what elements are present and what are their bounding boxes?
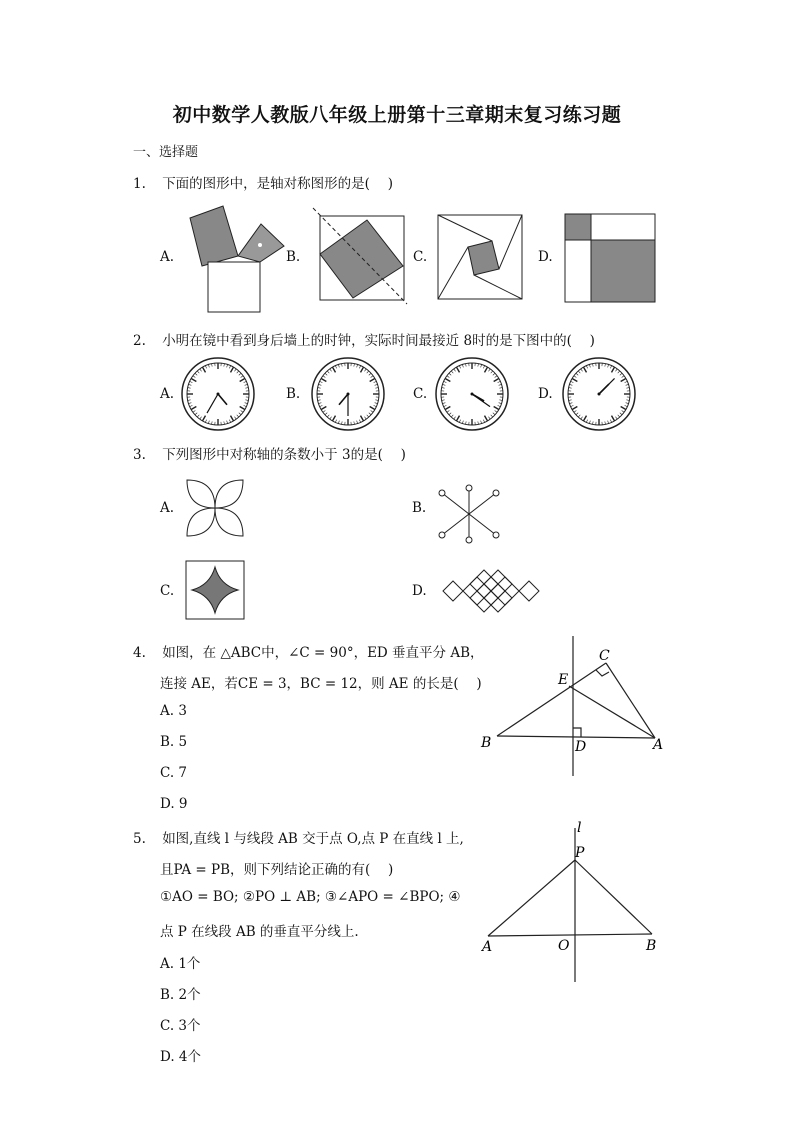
option-d-label: D. — [538, 249, 553, 265]
label-e: E — [558, 672, 569, 688]
option-b: B. 5 — [160, 734, 188, 750]
option-d-label: D. — [412, 583, 427, 599]
question-line-4: 点 P 在线段 AB 的垂直平分线上. — [160, 924, 359, 940]
clock-a — [180, 356, 260, 432]
option-d-label: D. — [538, 386, 553, 402]
question-line-2: 连接 AE，若CE = 3，BC = 12，则 AE 的长是( ) — [160, 676, 482, 692]
option-a: A. 3 — [160, 703, 187, 719]
question-number: 5. — [133, 831, 146, 847]
question-stem: 小明在镜中看到身后墙上的时钟，实际时间最接近 8时的是下图中的( ) — [162, 333, 595, 349]
question-number: 1. — [133, 176, 146, 192]
figure-q1-b — [311, 206, 411, 310]
option-b-label: B. — [412, 500, 427, 516]
figure-q3-d — [441, 570, 545, 612]
question-number: 3. — [133, 447, 146, 463]
question-line-3: ①AO = BO; ②PO ⊥ AB; ③∠APO = ∠BPO; ④ — [160, 889, 461, 905]
question-5 — [133, 827, 464, 847]
option-c-label: C. — [413, 249, 428, 265]
option-a: A. 1个 — [160, 956, 201, 972]
label-b: B — [646, 938, 657, 954]
label-o: O — [558, 938, 570, 954]
clock-c — [434, 356, 514, 432]
option-b: B. 2个 — [160, 987, 201, 1003]
option-d: D. 9 — [160, 796, 188, 812]
question-stem: 下面的图形中，是轴对称图形的是( ) — [162, 176, 394, 192]
option-a-label: A. — [160, 500, 175, 516]
label-p: P — [575, 845, 585, 861]
option-d: D. 4个 — [160, 1049, 202, 1065]
figure-q1-a — [176, 200, 286, 316]
label-a: A — [482, 939, 493, 955]
figure-q4-triangle — [475, 632, 675, 780]
question-3 — [133, 443, 406, 463]
clock-d — [561, 356, 641, 432]
option-b-label: B. — [286, 249, 301, 265]
question-1 — [133, 172, 393, 192]
figure-q1-d — [562, 211, 658, 305]
label-c: C — [599, 648, 610, 664]
option-b-label: B. — [286, 386, 301, 402]
question-line-2: 且PA = PB，则下列结论正确的有( ) — [160, 862, 394, 878]
option-c: C. 7 — [160, 765, 188, 781]
question-number: 4. — [133, 645, 146, 661]
figure-q5-triangle — [478, 820, 668, 986]
figure-q1-c — [436, 213, 526, 303]
question-line-1: 如图,直线 l 与线段 AB 交于点 O,点 P 在直线 l 上, — [162, 831, 464, 847]
section-heading: 一、选择题 — [133, 145, 199, 160]
question-line-1: 如图，在 △ABC中，∠C = 90°，ED 垂直平分 AB， — [162, 645, 484, 661]
option-c-label: C. — [160, 583, 175, 599]
option-a-label: A. — [160, 249, 175, 265]
label-d: D — [575, 739, 587, 755]
page-title: 初中数学人教版八年级上册第十三章期末复习练习题 — [172, 104, 622, 126]
question-stem: 下列图形中对称轴的条数小于 3的是( ) — [162, 447, 406, 463]
option-c-label: C. — [413, 386, 428, 402]
question-number: 2. — [133, 333, 146, 349]
label-l: l — [577, 820, 582, 836]
label-b: B — [481, 735, 492, 751]
option-a-label: A. — [160, 386, 175, 402]
question-4 — [133, 641, 484, 661]
figure-q3-a — [185, 478, 245, 538]
option-c: C. 3个 — [160, 1018, 201, 1034]
label-a: A — [653, 737, 664, 753]
figure-q3-b — [436, 484, 502, 544]
figure-q3-c — [184, 559, 246, 621]
question-2 — [133, 329, 595, 349]
clock-b — [310, 356, 390, 432]
